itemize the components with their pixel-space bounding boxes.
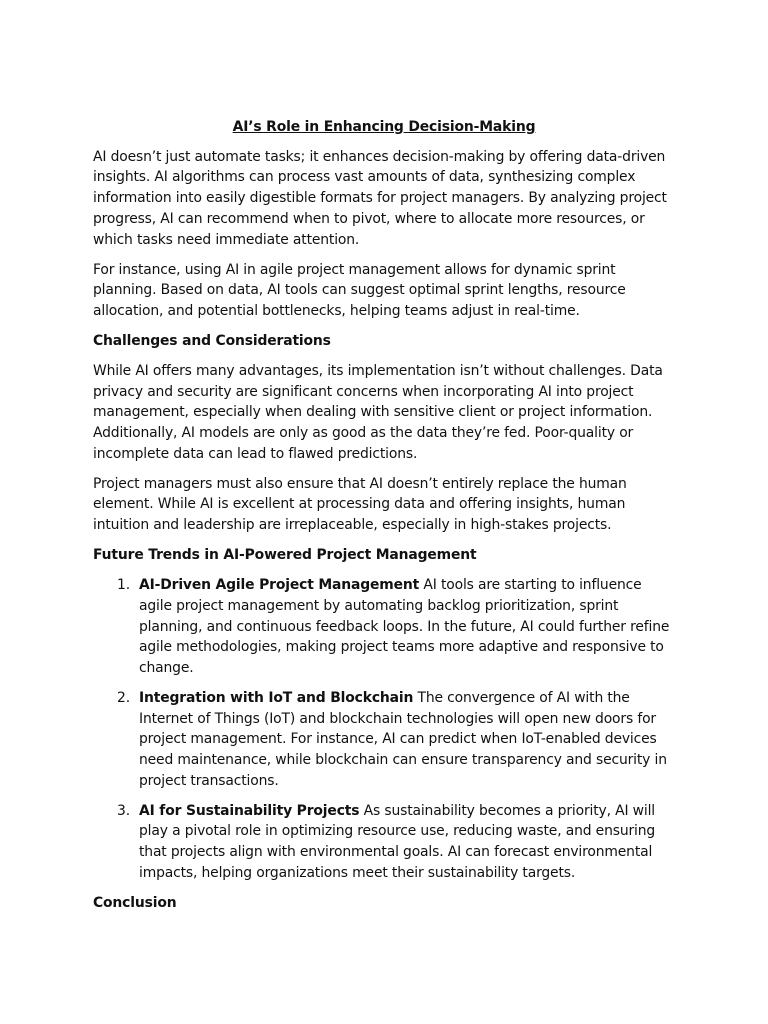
trends-heading: Future Trends in AI-Powered Project Management	[93, 547, 477, 564]
list-number: 2.	[117, 689, 130, 706]
challenges-heading: Challenges and Considerations	[93, 332, 331, 349]
list-item	[93, 575, 675, 679]
document-page	[93, 117, 675, 923]
conclusion-heading: Conclusion	[93, 894, 177, 911]
list-item-title: AI for Sustainability Projects	[139, 802, 360, 819]
trends-list	[93, 575, 675, 883]
list-item-text: As sustainability becomes a priority, AI will play a pivotal role in optimizing resource use, reducing waste, and ensuring that projects align with environmental goals. AI can forecast environmental impacts, helping organizations meet their sustainability targets.	[139, 802, 656, 881]
list-item-text: The convergence of AI with the Internet of Things (IoT) and blockchain technologies will open new doors for project management. For instance, AI can predict when IoT-enabled devices need maintenance, while blockchain can ensure transparency and security in project transactions.	[139, 689, 667, 789]
list-item	[93, 801, 675, 884]
list-number: 3.	[117, 802, 130, 819]
list-item-title: Integration with IoT and Blockchain	[139, 689, 414, 706]
section-title: AI’s Role in Enhancing Decision-Making	[232, 119, 536, 135]
list-number: 1.	[117, 577, 130, 594]
body-paragraph: While AI offers many advantages, its implementation isn’t without challenges. Data privacy and security are significant concerns when incorporating AI into project management, especially when dealing with sensitive client or project information. Additionally, AI models are only as good as the data they’re fed. Poor-quality or incomplete data can lead to flawed predictions.	[93, 362, 663, 462]
body-paragraph: AI doesn’t just automate tasks; it enhances decision-making by offering data-driven insights. AI algorithms can process vast amounts of data, synthesizing complex information into easily digestible formats for project managers. By analyzing project progress, AI can recommend when to pivot, where to allocate more resources, or which tasks need immediate attention.	[93, 148, 667, 248]
list-item	[93, 688, 675, 792]
list-item-title: AI-Driven Agile Project Management	[139, 577, 420, 594]
list-item-text: AI tools are starting to influence agile project management by automating backlog prioritization, sprint planning, and continuous feedback loops. In the future, AI could further refine agile methodologies, making project teams more adaptive and responsive to change.	[139, 577, 670, 676]
body-paragraph: Project managers must also ensure that AI doesn’t entirely replace the human element. While AI is excellent at processing data and offering insights, human intuition and leadership are irreplaceable, especially in high-stakes projects.	[93, 475, 627, 534]
body-paragraph: For instance, using AI in agile project management allows for dynamic sprint planning. Based on data, AI tools can suggest optimal sprint lengths, resource allocation, and potential bottlenecks, helping teams adjust in real-time.	[93, 261, 626, 319]
